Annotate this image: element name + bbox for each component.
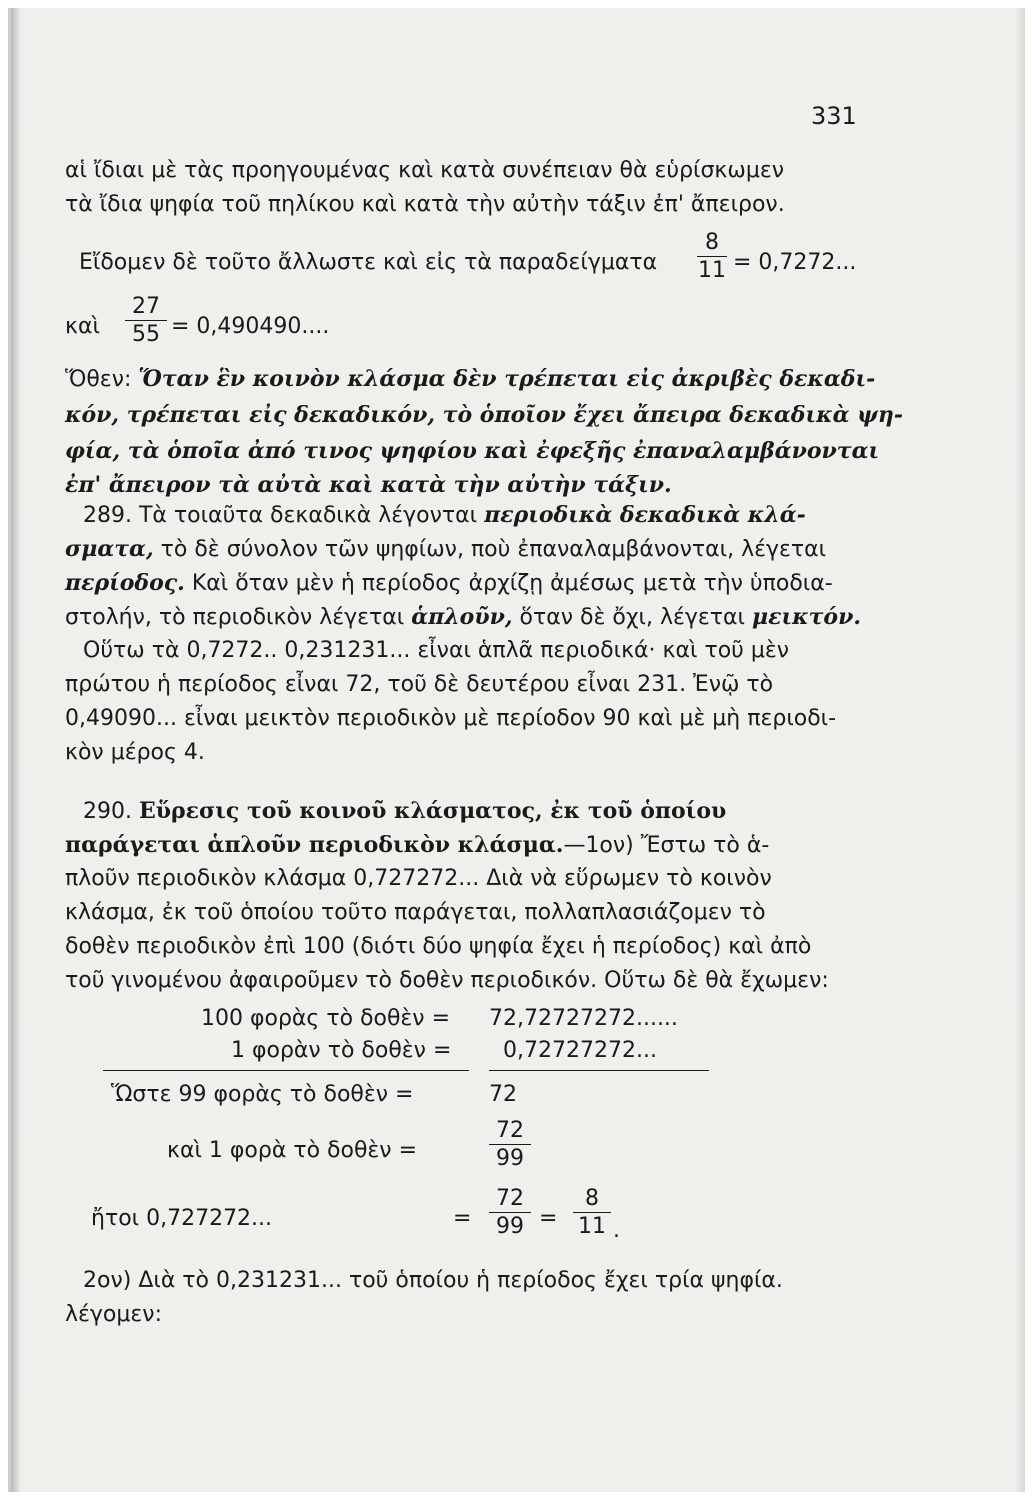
subtraction-rule-right: [489, 1070, 709, 1071]
paragraph-289-start: 289. Τὰ τοιαῦτα δεκαδικὰ λέγονται: [83, 503, 485, 528]
text-line-2: τὰ ἴδια ψηφία τοῦ πηλίκου καὶ κατὰ τὴν αὐτὴν τάξιν ἐπ' ἄπειρον.: [65, 192, 785, 217]
fraction-denominator: 99: [496, 1214, 524, 1239]
fraction-numerator: 27: [132, 294, 160, 319]
paragraph-289-line-5: Οὕτω τὰ 0,7272.. 0,231231... εἶναι ἁπλᾶ περιοδικά· καὶ τοῦ μὲν: [83, 638, 790, 663]
section-number: 290.: [83, 799, 139, 824]
paragraph-289-text: στολήν, τὸ περιοδικὸν λέγεται: [65, 605, 412, 630]
section-text: —1ον) Ἔστω τὸ ἁ-: [563, 833, 770, 858]
fraction-numerator: 72: [496, 1186, 524, 1211]
fraction-72-99-a: [489, 1120, 531, 1170]
term-mixed: μεικτόν.: [751, 604, 861, 630]
term-periodic-decimals: περιοδικὰ δεκαδικὰ κλά-: [484, 502, 806, 528]
section-290-line-4: κλάσμα, ἐκ τοῦ ὁποίου τοῦτο παράγεται, πολλαπλασιάζομεν τὸ: [65, 900, 766, 925]
fraction-bar: [125, 320, 167, 321]
section-290-heading-1: [83, 800, 726, 823]
equation-row-2-right: 0,72727272...: [503, 1038, 657, 1063]
section-title-continued: παράγεται ἁπλοῦν περιοδικὸν κλάσμα.: [65, 832, 564, 858]
fraction-bar: [697, 256, 727, 257]
fraction-8-11-b: [573, 1188, 611, 1238]
paragraph-289-line-8: κὸν μέρος 4.: [65, 740, 205, 765]
theorem-text: Ὅταν ἓν κοινὸν κλάσμα δὲν τρέπεται εἰς ἀκριβὲς δεκαδι-: [138, 366, 876, 392]
equation-row-3-right: 72: [489, 1082, 517, 1107]
book-page: [8, 8, 1025, 1492]
text-line-4-end: = 0,490490....: [171, 314, 330, 339]
theorem-line-2: κόν, τρέπεται εἰς δεκαδικόν, τὸ ὁποῖον ἔχει ἄπειρα δεκαδικὰ ψη-: [65, 402, 903, 428]
equation-row-1-left: 100 φορὰς τὸ δοθὲν =: [201, 1006, 451, 1031]
paragraph-289-line-6: πρώτου ἡ περίοδος εἶναι 72, τοῦ δὲ δευτέρου εἶναι 231. Ἐνῷ τὸ: [65, 672, 774, 697]
paragraph-289-text: τὸ δὲ σύνολον τῶν ψηφίων, ποὺ ἐπαναλαμβάνονται, λέγεται: [153, 537, 827, 562]
term-period: περίοδος.: [65, 570, 185, 596]
equation-row-1-right: 72,72727272......: [489, 1006, 678, 1031]
theorem-line-4: ἐπ' ἄπειρον τὰ αὐτὰ καὶ κατὰ τὴν αὐτὴν τάξιν.: [65, 472, 672, 498]
fraction-bar: [489, 1212, 531, 1213]
fraction-numerator: 72: [496, 1118, 524, 1143]
fraction-72-99-b: [489, 1188, 531, 1238]
fraction-denominator: 11: [698, 258, 726, 283]
paragraph-289-text: ὅταν δὲ ὄχι, λέγεται: [512, 605, 752, 630]
term-fractions: σματα,: [65, 536, 154, 562]
paragraph-289-text: Καὶ ὅταν μὲν ἡ περίοδος ἀρχίζῃ ἀμέσως μετὰ τὴν ὑποδια-: [184, 571, 833, 596]
fraction-numerator: 8: [585, 1186, 599, 1211]
theorem-line-3: φία, τὰ ὁποῖα ἀπό τινος ψηφίου καὶ ἐφεξῆς ἐπαναλαμβάνονται: [65, 438, 880, 464]
equation-row-2-left: 1 φορὰν τὸ δοθὲν =: [231, 1038, 452, 1063]
subtraction-rule-left: [103, 1070, 469, 1071]
text-line-3-end: = 0,7272...: [733, 250, 857, 275]
equation-row-4-left: καὶ 1 φορὰ τὸ δοθὲν =: [167, 1138, 418, 1163]
section-290-line-5: δοθὲν περιοδικὸν ἐπὶ 100 (διότι δύο ψηφία ἔχει ἡ περίοδος) καὶ ἀπὸ: [65, 934, 812, 959]
theorem-line-1: [65, 368, 875, 391]
page-edge-shadow: [1015, 8, 1025, 1492]
term-simple: ἁπλοῦν,: [411, 604, 513, 630]
section-290-line-6: τοῦ γινομένου ἀφαιροῦμεν τὸ δοθὲν περιοδικόν. Οὕτω δὲ θὰ ἔχωμεν:: [65, 968, 829, 993]
period-mark: .: [613, 1218, 620, 1243]
equation-row-3-left: Ὥστε 99 φορὰς τὸ δοθὲν =: [111, 1082, 414, 1107]
section-title: Εὕρεσις τοῦ κοινοῦ κλάσματος, ἐκ τοῦ ὁποίου: [138, 798, 727, 824]
fraction-bar: [573, 1212, 611, 1213]
paragraph-289-line-1: [83, 504, 806, 527]
section-290-heading-2: [65, 834, 769, 857]
section-290-line-3: πλοῦν περιοδικὸν κλάσμα 0,727272... Διὰ νὰ εὕρωμεν τὸ κοινὸν: [65, 866, 772, 891]
text-line-3-start: Εἴδομεν δὲ τοῦτο ἄλλωστε καὶ εἰς τὰ παραδείγματα: [79, 250, 658, 275]
fraction-bar: [489, 1144, 531, 1145]
paragraph-289-line-7: 0,49090... εἶναι μεικτὸν περιοδικὸν μὲ περίοδον 90 καὶ μὲ μὴ περιοδι-: [65, 706, 837, 731]
paragraph-289-line-2: [65, 538, 826, 561]
fraction-numerator: 8: [705, 230, 719, 255]
fraction-denominator: 55: [132, 322, 160, 347]
equals-sign: =: [453, 1206, 472, 1231]
paragraph-289-line-4: [65, 606, 861, 629]
page-number: 331: [811, 102, 857, 130]
text-line-we-say: λέγομεν:: [65, 1302, 162, 1327]
text-line-2on: 2ον) Διὰ τὸ 0,231231... τοῦ ὁποίου ἡ περίοδος ἔχει τρία ψηφία.: [83, 1268, 783, 1293]
fraction-27-55: [125, 296, 167, 346]
fraction-8-11-a: [697, 232, 727, 282]
equation-row-5-left: ἤτοι 0,727272...: [91, 1206, 273, 1231]
fraction-denominator: 11: [578, 1214, 606, 1239]
fraction-denominator: 99: [496, 1146, 524, 1171]
paragraph-289-line-3: [65, 572, 833, 595]
text-line-1: αἱ ἴδιαι μὲ τὰς προηγουμένας καὶ κατὰ συνέπειαν θὰ εὑρίσκωμεν: [65, 158, 784, 183]
text-line-4-start: καὶ: [65, 314, 100, 339]
page-gutter-shadow: [11, 8, 21, 1492]
theorem-intro: Ὅθεν:: [65, 367, 139, 392]
equals-sign: =: [539, 1206, 558, 1231]
